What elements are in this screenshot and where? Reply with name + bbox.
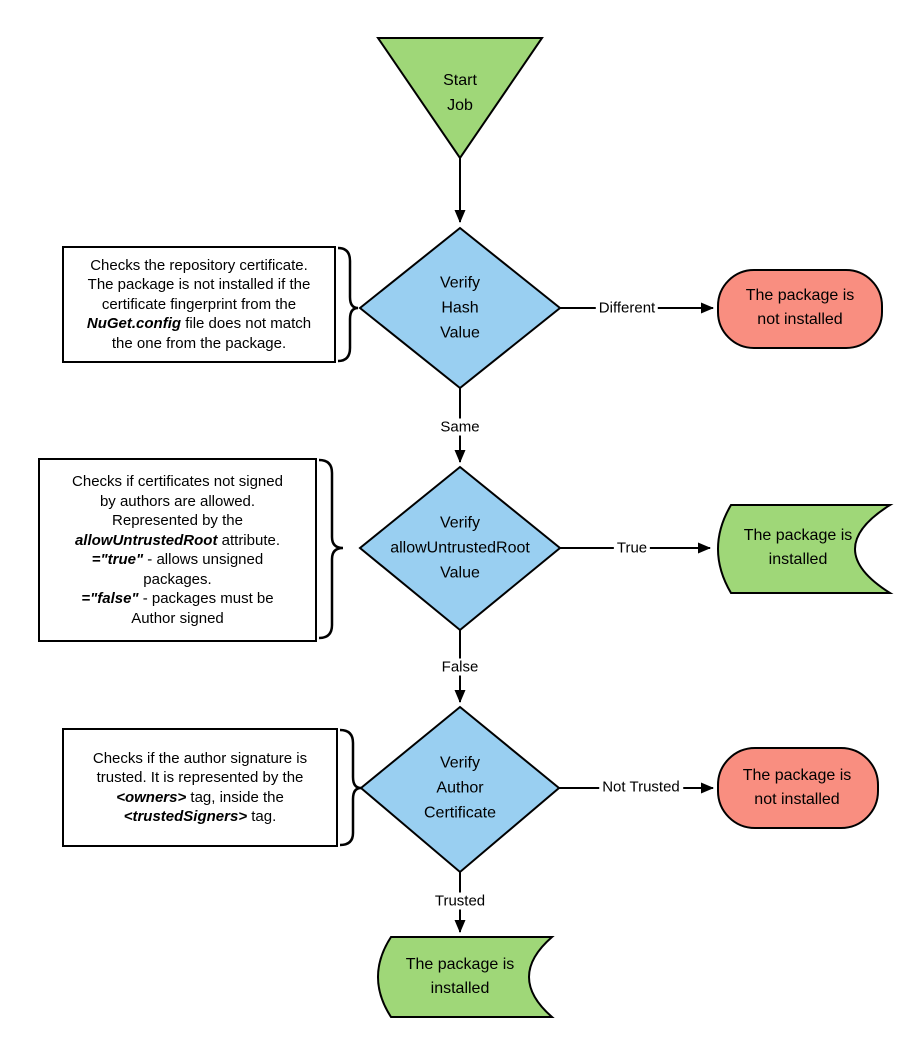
start-node-label: Start Job [443, 72, 477, 114]
annotation-line: <trustedSigners> tag. [123, 808, 277, 825]
annotation-line: Checks the repository certificate. [90, 256, 308, 274]
edge-label-false: False [439, 659, 482, 676]
annotation-repository-certificate [62, 246, 336, 363]
edge-label-true: True [614, 540, 650, 557]
annotation-line: trusted. It is represented by the [96, 769, 304, 786]
annotation-brace-3 [340, 730, 361, 845]
annotation-line: by authors are allowed. [99, 492, 256, 510]
annotation-line: Checks if certificates not signed [72, 473, 283, 490]
edge-label-same: Same [437, 419, 482, 436]
annotation-brace-2 [319, 460, 343, 638]
annotation-line: Checks if the author signature is [92, 749, 308, 767]
not-installed-bottom-label: The package is not installed [742, 767, 852, 808]
annotation-line: allowUntrustedRoot attribute. [74, 531, 281, 549]
annotation-line: certificate fingerprint from the [101, 295, 297, 313]
installed-bottom-label: The package is installed [405, 956, 515, 997]
allow-untrusted-root-label: Verify allowUntrustedRoot Value [390, 514, 530, 582]
installed-right-label: The package is installed [743, 527, 853, 568]
annotation-line: The package is not installed if the [87, 276, 311, 294]
annotation-line: ="true" - allows unsigned [91, 551, 264, 568]
annotation-line: the one from the package. [111, 334, 287, 352]
annotation-line: NuGet.config file does not match [86, 315, 312, 333]
annotation-allow-untrusted-root [38, 458, 317, 642]
edge-label-trusted: Trusted [432, 893, 488, 910]
annotation-line: <owners> tag, inside the [116, 788, 284, 806]
edge-label-not-trusted: Not Trusted [599, 779, 683, 796]
verify-author-label: Verify Author Certificate [423, 754, 497, 822]
edge-label-different: Different [596, 300, 658, 317]
verify-hash-label: Verify Hash Value [439, 274, 481, 342]
not-installed-top-label: The package is not installed [745, 287, 855, 328]
annotation-line: Represented by the [112, 512, 243, 529]
annotation-line: ="false" - packages must be [81, 590, 274, 607]
annotation-brace-1 [338, 248, 358, 361]
annotation-line: packages. [143, 570, 212, 588]
annotation-author-signature [62, 728, 338, 847]
annotation-line: Author signed [131, 609, 224, 627]
